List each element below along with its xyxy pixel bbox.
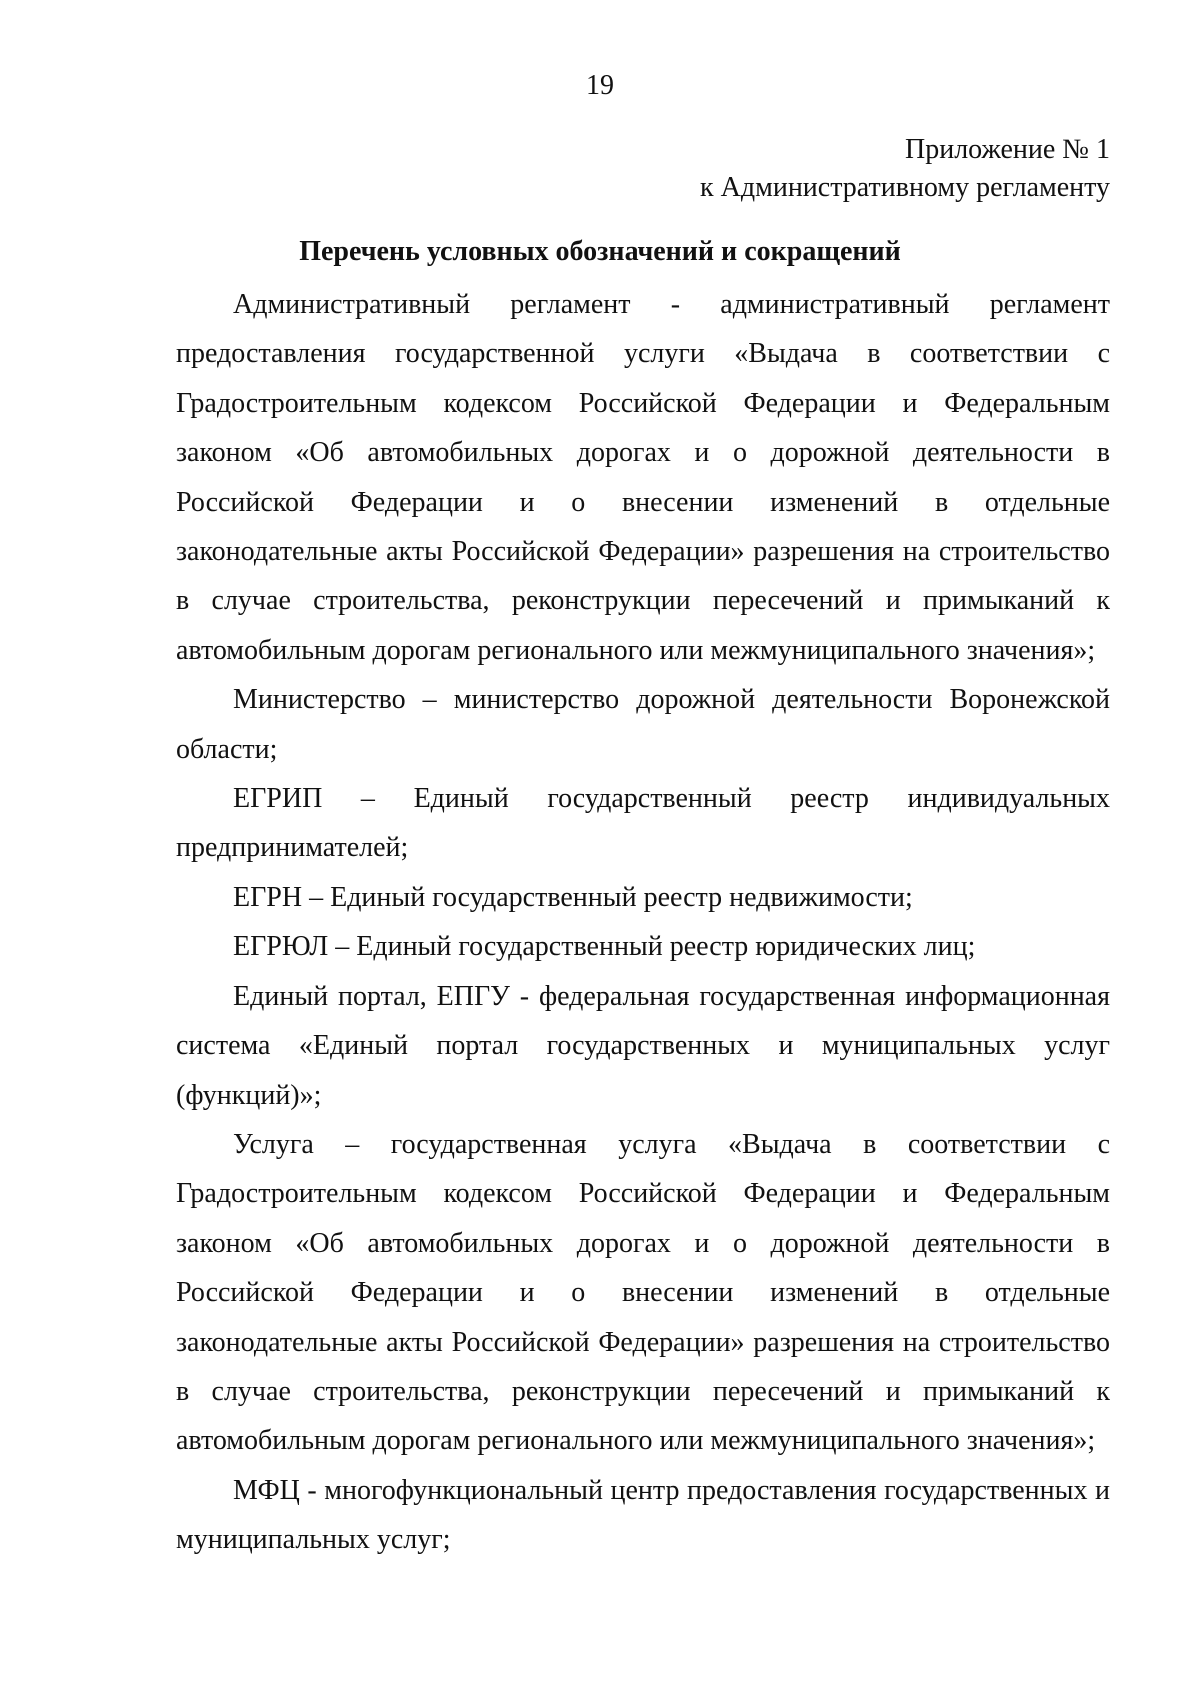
definition-egrul: ЕГРЮЛ – Единый государственный реестр юридических лиц; [233,931,976,963]
definition-egrn: ЕГРН – Единый государственный реестр недвижимости; [233,881,913,913]
definitions-list [176,280,1110,1565]
appendix-header [700,131,1110,207]
definition-ministry: Министерство – министерство дорожной деятельности Воронежской области; [176,684,1110,765]
definition-administrative-regulation: Административный регламент - административный регламент предоставления государственной услуги «Выдача в соответствии с Градостроительным кодексом Российской Федерации и Федеральным законом «Об автомобильных дорогах и о дорожной деятельности в Российской Федерации и о внесении изменений в отдельные законодательные акты Российской Федерации» разрешения на строительство в случае строительства, реконструкции пересечений и примыканий к автомобильным дорогам регионального или межмуниципального значения»; [176,289,1110,666]
document-title: Перечень условных обозначений и сокращений [299,236,901,267]
appendix-number: Приложение № 1 [905,134,1110,165]
definition-service: Услуга – государственная услуга «Выдача в соответствии с Градостроительным кодексом Российской Федерации и Федеральным законом «Об автомобильных дорогах и о дорожной деятельности в Российской Федерации и о внесении изменений в отдельные законодательные акты Российской Федерации» разрешения на строительство в случае строительства, реконструкции пересечений и примыканий к автомобильным дорогам регионального или межмуниципального значения»; [176,1128,1110,1457]
definition-unified-portal: Единый портал, ЕПГУ - федеральная государственная информационная система «Единый портал государственных и муниципальных услуг (функций)»; [176,980,1110,1111]
page-number: 19 [586,70,614,101]
appendix-reference: к Административному регламенту [700,172,1110,203]
definition-mfc: МФЦ - многофункциональный центр предоставления государственных и муниципальных услуг; [176,1474,1110,1556]
definition-egrip: ЕГРИП – Единый государственный реестр индивидуальных предпринимателей; [176,783,1110,864]
